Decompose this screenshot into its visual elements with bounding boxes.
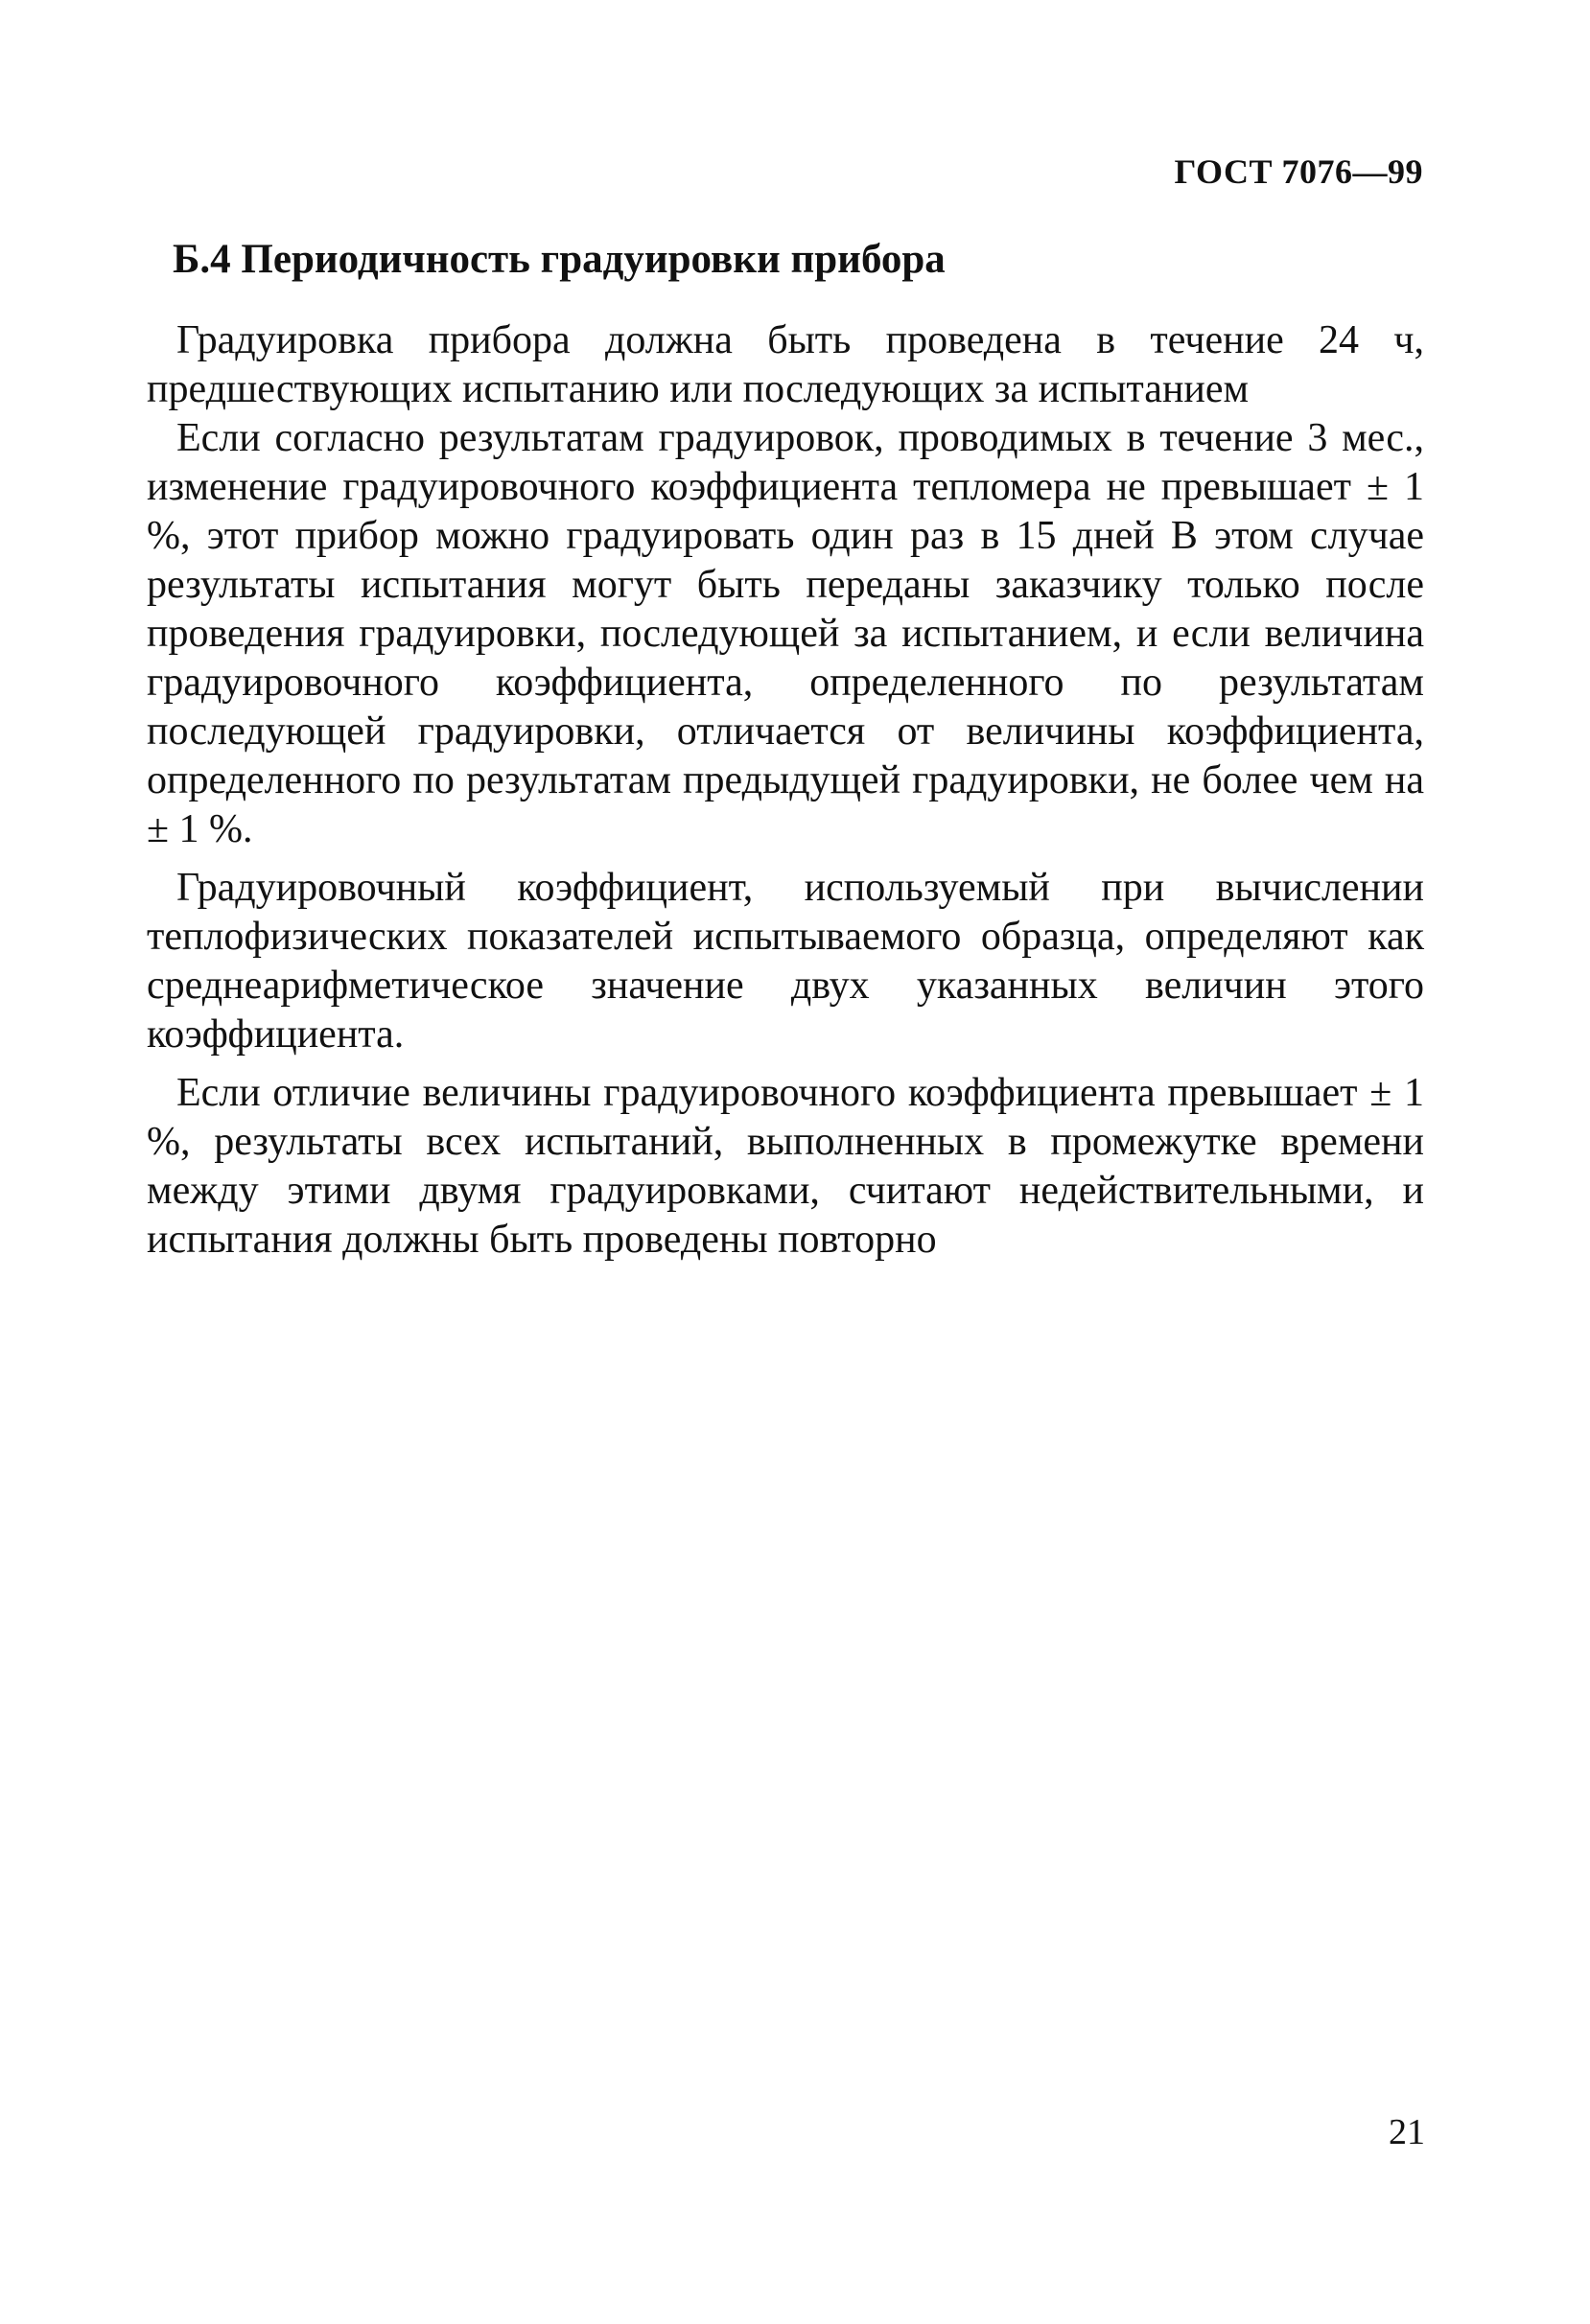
page-number: 21 (1389, 2112, 1425, 2152)
paragraph-calibration-timing: Градуировка прибора должна быть проведена в течение 24 ч, предшествующих испытанию или последующих за испытанием (147, 318, 1424, 411)
paragraph-invalid-results: Если отличие величины градуировочного коэффициента превышает ± 1 %, результаты всех испытаний, выполненных в промежутке времени между этими двумя градуировками, считают недействительными, и испытания должны быть проведены повторно (147, 1071, 1424, 1262)
paragraph-calibration-frequency: Если согласно результатам градуировок, проводимых в течение 3 мес., изменение градуировочного коэффициента тепломера не превышает ± 1 %, этот прибор можно градуировать один раз в 15 дней В этом случае результаты испытания могут быть переданы заказчику только после проведения градуировки, последующей за испытанием, и если величина градуировочного коэффициента, определенного по результатам последующей градуировки, отличается от величины коэффициента, определенного по результатам предыдущей градуировки, не более чем на ± 1 %. (147, 416, 1424, 851)
paragraph-coefficient-average: Градуировочный коэффициент, используемый при вычислении теплофизических показателей испытываемого образца, определяют как среднеарифметическое значение двух указанных величин этого коэффициента. (147, 866, 1424, 1057)
standard-code: ГОСТ 7076—99 (1174, 152, 1423, 191)
section-heading: Б.4 Периодичность градуировки прибора (173, 237, 946, 282)
body-text (147, 316, 1424, 1274)
